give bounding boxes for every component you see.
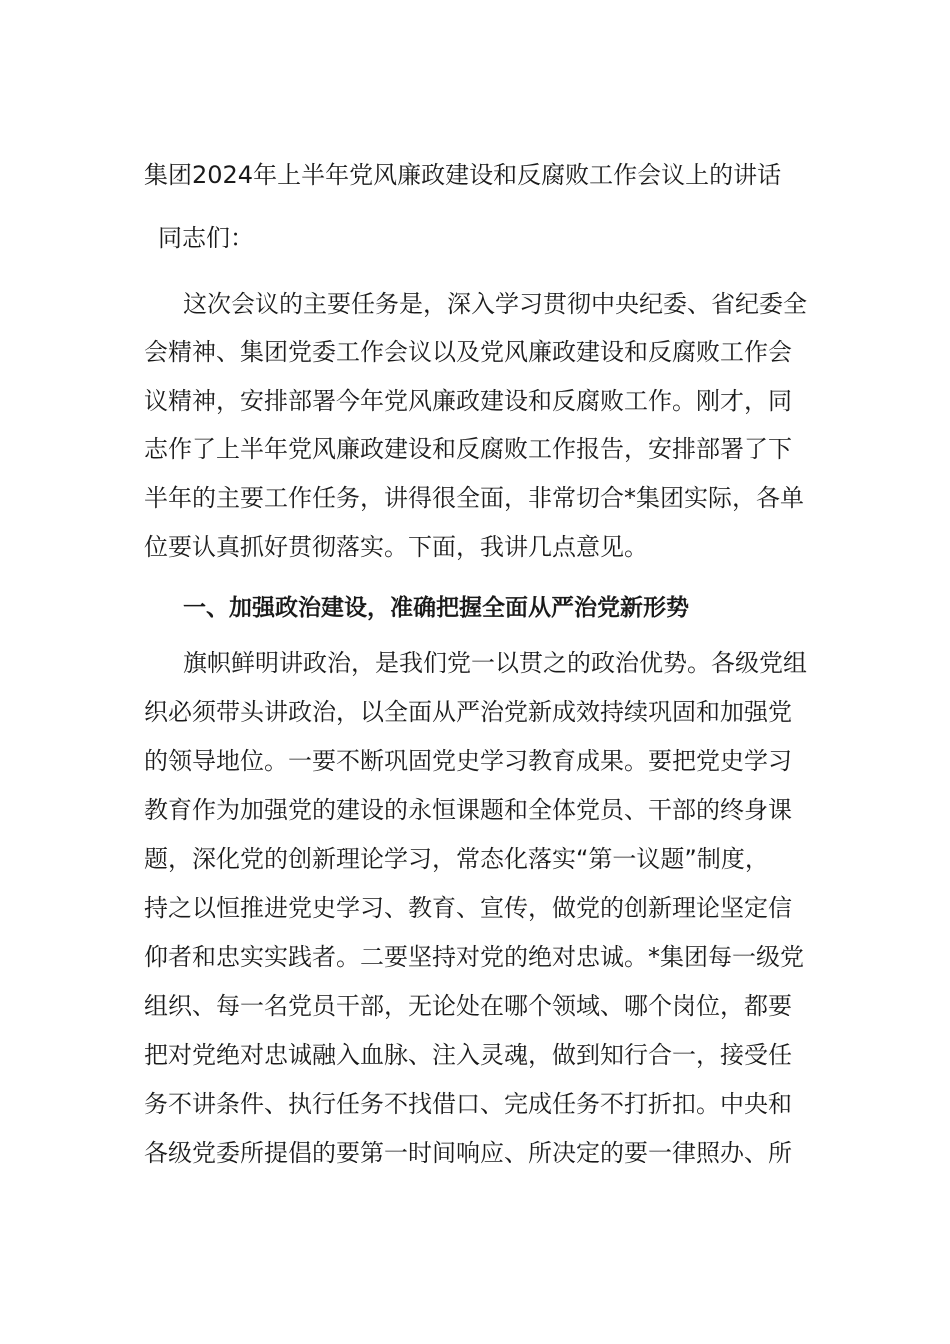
paragraph1-line: 位要认真抓好贯彻落实。下面，我讲几点意见。: [144, 533, 648, 561]
paragraph1-line: 半年的主要工作任务，讲得很全面，非常切合*集团实际，各单: [144, 484, 804, 512]
paragraph2-line: 持之以恒推进党史学习、教育、宣传，做党的创新理论坚定信: [144, 894, 792, 922]
paragraph2-line: 组织、每一名党员干部，无论处在哪个领域、哪个岗位，都要: [144, 992, 792, 1020]
paragraph2-line: 织必须带头讲政治，以全面从严治党新成效持续巩固和加强党: [144, 698, 792, 726]
document-title: 集团2024年上半年党风廉政建设和反腐败工作会议上的讲话: [144, 161, 782, 189]
paragraph2-line: 仰者和忠实实践者。二要坚持对党的绝对忠诚。*集团每一级党: [144, 943, 804, 971]
paragraph2-line: 题，深化党的创新理论学习，常态化落实“第一议题”制度，: [144, 845, 769, 873]
paragraph2-line: 旗帜鲜明讲政治，是我们党一以贯之的政治优势。各级党组: [183, 649, 807, 677]
paragraph2-line: 各级党委所提倡的要第一时间响应、所决定的要一律照办、所: [144, 1139, 792, 1167]
paragraph1-line: 会精神、集团党委工作会议以及党风廉政建设和反腐败工作会: [144, 338, 792, 366]
paragraph2-line: 的领导地位。一要不断巩固党史学习教育成果。要把党史学习: [144, 747, 792, 775]
salutation: 同志们：: [158, 224, 254, 252]
paragraph1-line: 志作了上半年党风廉政建设和反腐败工作报告，安排部署了下: [144, 435, 792, 463]
paragraph2-line: 务不讲条件、执行任务不找借口、完成任务不打折扣。中央和: [144, 1090, 792, 1118]
paragraph2-line: 教育作为加强党的建设的永恒课题和全体党员、干部的终身课: [144, 796, 792, 824]
paragraph1-line: 议精神，安排部署今年党风廉政建设和反腐败工作。刚才，同: [144, 387, 792, 415]
paragraph2-line: 把对党绝对忠诚融入血脉、注入灵魂，做到知行合一，接受任: [144, 1041, 792, 1069]
paragraph1-line: 这次会议的主要任务是，深入学习贯彻中央纪委、省纪委全: [183, 290, 807, 318]
section-heading: 一、加强政治建设，准确把握全面从严治党新形势: [183, 595, 689, 621]
